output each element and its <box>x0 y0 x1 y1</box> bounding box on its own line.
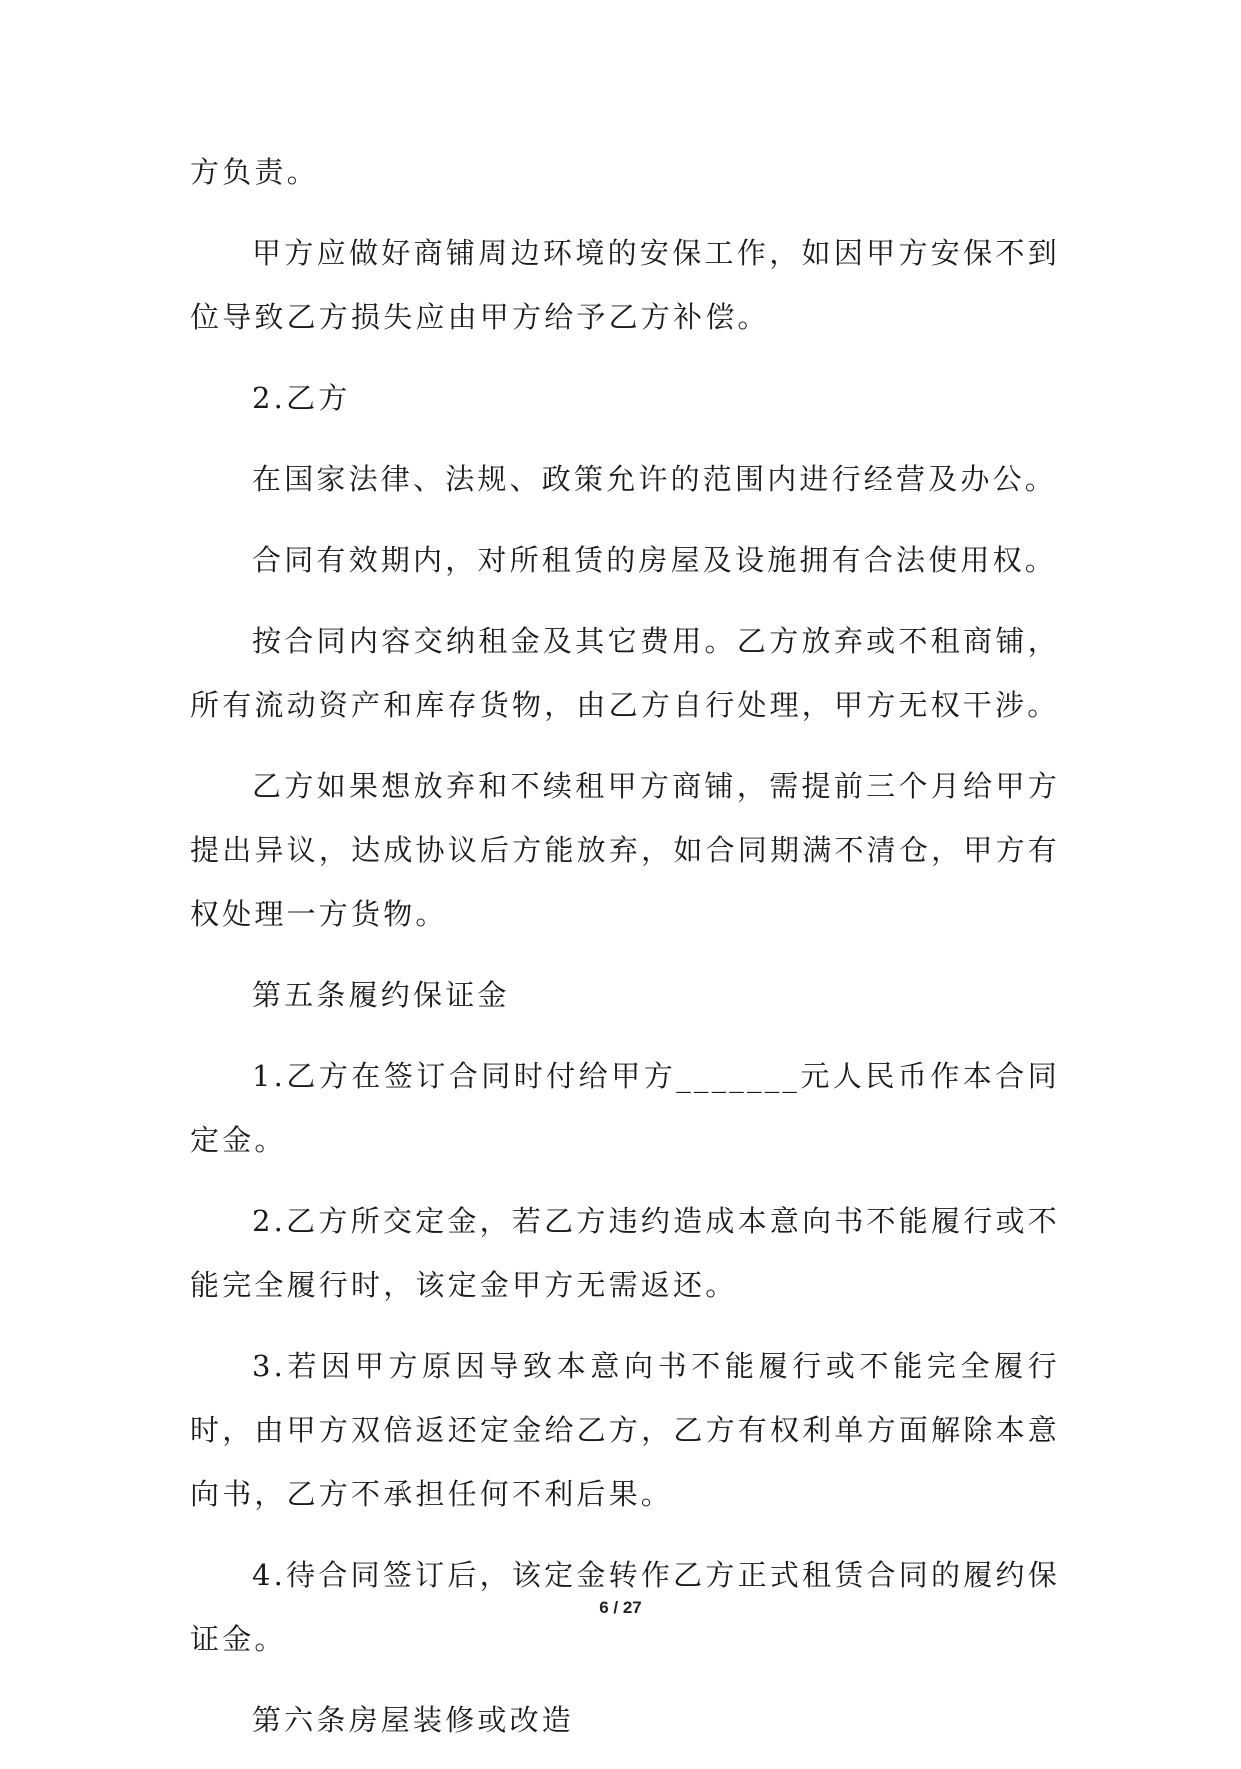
paragraph-deposit-1: 1.乙方在签订合同时付给甲方_______元人民币作本合同定金。 <box>190 1059 1060 1157</box>
paragraph-tenant-usage-right: 合同有效期内，对所租赁的房屋及设施拥有合法使用权。 <box>252 543 1058 577</box>
paragraph-deposit-4: 4.待合同签订后，该定金转作乙方正式租赁合同的履约保证金。 <box>190 1558 1060 1656</box>
document-body <box>190 140 1060 1769</box>
paragraph-tenant-rent-payment: 按合同内容交纳租金及其它费用。乙方放弃或不租商铺，所有流动资产和库存货物，由乙方自行处理，甲方无权干涉。 <box>190 624 1060 722</box>
paragraph-tenant-termination: 乙方如果想放弃和不续租甲方商铺，需提前三个月给甲方提出异议，达成协议后方能放弃，如合同期满不清仓，甲方有权处理一方货物。 <box>190 769 1060 931</box>
heading-article-6: 第六条房屋装修或改造 <box>252 1703 575 1737</box>
page-number: 6 / 27 <box>599 1598 642 1617</box>
heading-article-5: 第五条履约保证金 <box>252 978 510 1012</box>
paragraph-tenant-business-scope: 在国家法律、法规、政策允许的范围内进行经营及办公。 <box>252 462 1058 496</box>
paragraph-continuation: 方负责。 <box>190 155 319 189</box>
paragraph-landlord-security: 甲方应做好商铺周边环境的安保工作，如因甲方安保不到位导致乙方损失应由甲方给予乙方补偿。 <box>190 236 1060 334</box>
paragraph-deposit-2: 2.乙方所交定金，若乙方违约造成本意向书不能履行或不能完全履行时，该定金甲方无需返还。 <box>190 1204 1060 1302</box>
paragraph-deposit-3: 3.若因甲方原因导致本意向书不能履行或不能完全履行时，由甲方双倍返还定金给乙方，乙方有权利单方面解除本意向书，乙方不承担任何不利后果。 <box>190 1349 1060 1511</box>
heading-tenant: 2.乙方 <box>252 381 351 415</box>
